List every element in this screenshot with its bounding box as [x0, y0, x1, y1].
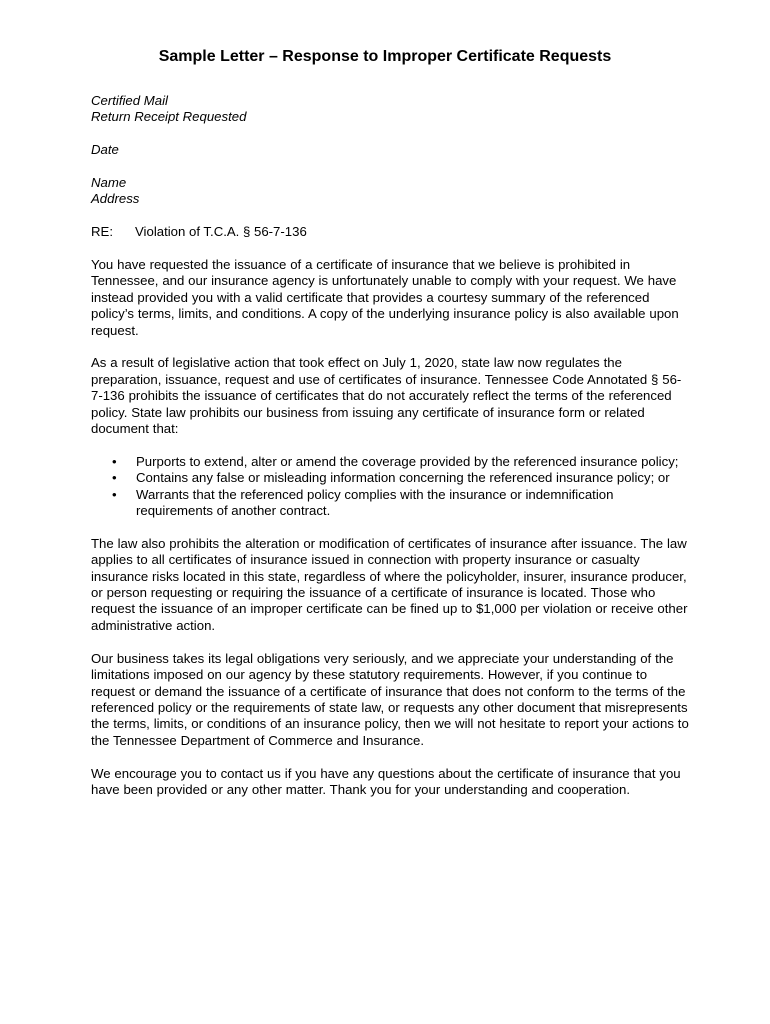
subject-text: Violation of T.C.A. § 56-7-136 — [135, 224, 307, 240]
list-item-text: Warrants that the referenced policy complies with the insurance or indemnification requirements of another contract. — [136, 486, 614, 519]
paragraph-closing: We encourage you to contact us if you have any questions about the certificate of insurance that you have been provided or any other matter. Thank you for your understanding and cooperation. — [91, 765, 681, 797]
paragraph-request-declined: You have requested the issuance of a certificate of insurance that we believe is prohibited in Tennessee, and our insurance agency is unfortunately unable to comply with your request. We have instead provided you with a valid certificate that provides a courtesy summary of the referenced policy’s terms, limits, and conditions. A copy of the underlying insurance policy is also available upon request. — [91, 257, 679, 338]
bullet-icon: • — [112, 470, 117, 486]
date-placeholder: Date — [91, 142, 119, 158]
delivery-line-return-receipt: Return Receipt Requested — [91, 109, 247, 125]
paragraph-law-scope: The law also prohibits the alteration or modification of certificates of insurance after issuance. The law applies to all certificates of insurance issued in connection with property insurance or casualty insurance risks located in this state, regardless of where the policyholder, insurer, insurance producer, or person requesting or requiring the issuance of a certificate of insurance is located. Those who request the issuance of an improper certificate can be fined up to $1,000 per violation or receive other administrative action. — [91, 535, 688, 633]
recipient-address-placeholder: Address — [91, 191, 140, 207]
recipient-block — [91, 175, 691, 208]
date-block — [91, 142, 691, 158]
subject-label: RE: — [91, 224, 113, 240]
recipient-name-placeholder: Name — [91, 175, 127, 190]
paragraph-legal-obligations: Our business takes its legal obligations very seriously, and we appreciate your understanding of the limitations imposed on our agency by these statutory requirements. However, if you continue to request or demand the issuance of a certificate of insurance that does not conform to the terms of the referenced policy or the requirements of state law, or requests any other document that misrepresents the terms, limits, or conditions of an insurance policy, then we will not hesitate to report your actions to the Tennessee Department of Commerce and Insurance. — [91, 650, 689, 748]
list-item — [91, 487, 691, 520]
letter-body — [91, 93, 691, 815]
paragraph-legislative-action: As a result of legislative action that took effect on July 1, 2020, state law now regulates the preparation, issuance, request and use of certificates of insurance. Tennessee Code Annotated § 56-7-136 prohibits the issuance of certificates that do not accurately reflect the terms of the referenced policy. State law prohibits our business from issuing any certificate of insurance form or related document that: — [91, 355, 682, 437]
list-item-text: Contains any false or misleading information concerning the referenced insurance policy; or — [136, 470, 670, 486]
document-title: Sample Letter – Response to Improper Certificate Requests — [158, 48, 612, 65]
list-item — [91, 454, 691, 470]
delivery-line-certified-mail: Certified Mail — [91, 93, 168, 108]
subject-line — [91, 224, 691, 240]
bullet-icon: • — [112, 453, 117, 469]
list-item — [91, 470, 691, 486]
prohibited-document-list — [91, 454, 691, 520]
delivery-method — [91, 93, 691, 126]
bullet-icon: • — [112, 486, 117, 502]
list-item-text: Purports to extend, alter or amend the coverage provided by the referenced insurance policy; — [136, 453, 679, 469]
